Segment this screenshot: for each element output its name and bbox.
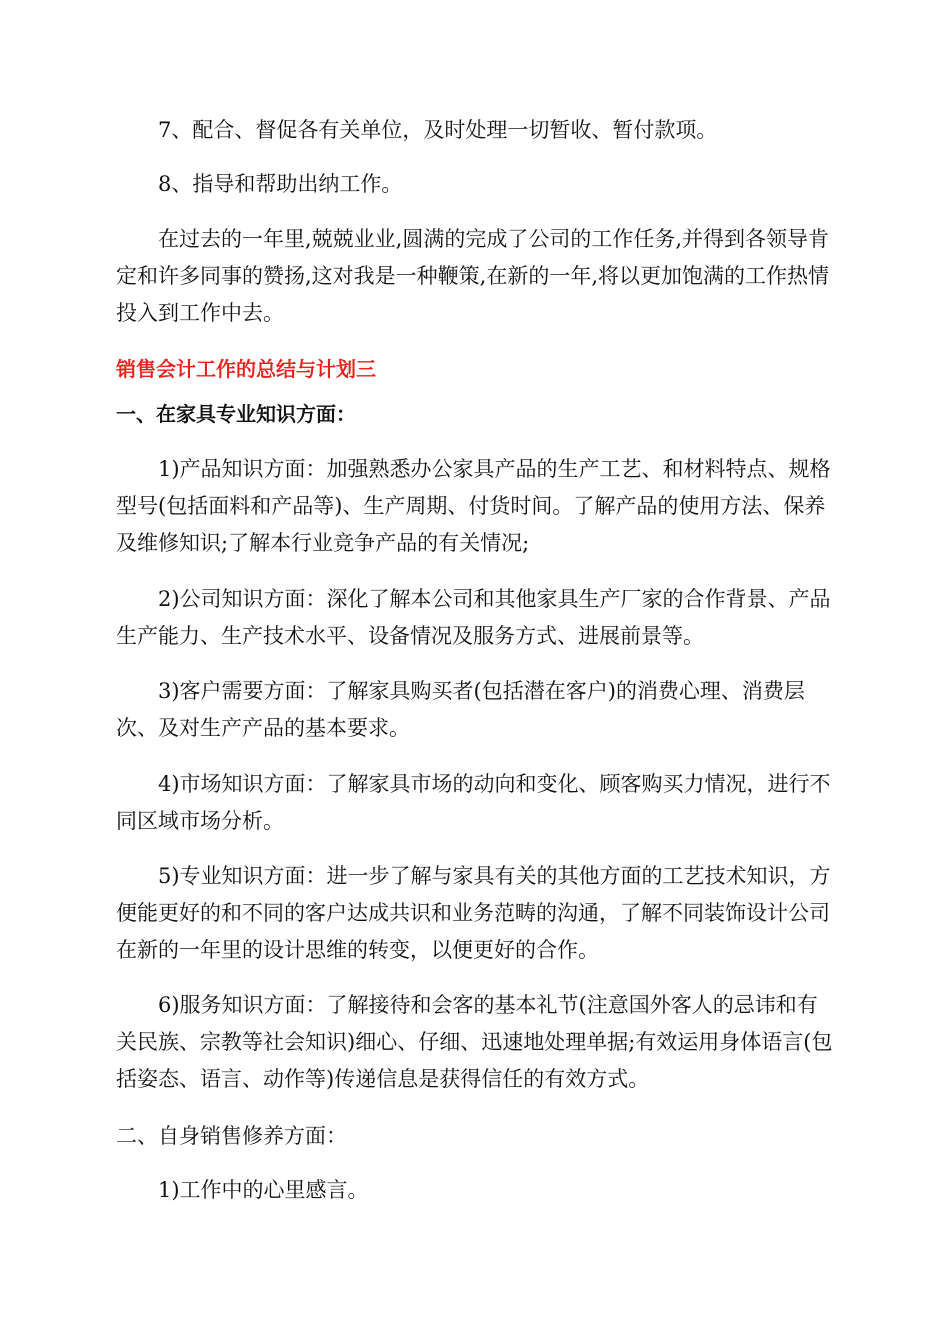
paragraph-market-knowledge: 4)市场知识方面：了解家具市场的动向和变化、顾客购买力情况，进行不同区域市场分析。 <box>116 772 831 833</box>
paragraph-service-knowledge: 6)服务知识方面：了解接待和会客的基本礼节(注意国外客人的忌讳和有关民族、宗教等社会知识)细心、仔细、迅速地处理单据;有效运用身体语言(包括姿态、语言、动作等)传递信息是获得信任的有效方式。 <box>116 993 833 1091</box>
paragraph-professional-knowledge: 5)专业知识方面：进一步了解与家具有关的其他方面的工艺技术知识，方便能更好的和不同的客户达成共识和业务范畴的沟通，了解不同装饰设计公司在新的一年里的设计思维的转变，以便更好的合作。 <box>116 864 831 962</box>
paragraph-item-8: 8、指导和帮助出纳工作。 <box>158 172 403 196</box>
paragraph-customer-needs: 3)客户需要方面：了解家具购买者(包括潜在客户)的消费心理、消费层次、及对生产产品的基本要求。 <box>116 679 805 740</box>
paragraph-summary: 在过去的一年里,兢兢业业,圆满的完成了公司的工作任务,并得到各领导肯定和许多同事的赞扬,这对我是一种鞭策,在新的一年,将以更加饱满的工作热情投入到工作中去。 <box>116 227 830 325</box>
paragraph-work-reflection: 1)工作中的心里感言。 <box>158 1178 369 1202</box>
paragraph-item-7: 7、配合、督促各有关单位，及时处理一切暂收、暂付款项。 <box>158 118 718 142</box>
section-heading-furniture-knowledge: 一、在家具专业知识方面： <box>116 402 356 426</box>
paragraph-product-knowledge: 1)产品知识方面：加强熟悉办公家具产品的生产工艺、和材料特点、规格型号(包括面料和产品等)、生产周期、付货时间。了解产品的使用方法、保养及维修知识;了解本行业竞争产品的有关情况; <box>116 457 831 555</box>
section-title: 销售会计工作的总结与计划三 <box>116 357 376 381</box>
section-heading-self-cultivation: 二、自身销售修养方面： <box>116 1124 347 1148</box>
paragraph-company-knowledge: 2)公司知识方面：深化了解本公司和其他家具生产厂家的合作背景、产品生产能力、生产技术水平、设备情况及服务方式、进展前景等。 <box>116 587 831 648</box>
